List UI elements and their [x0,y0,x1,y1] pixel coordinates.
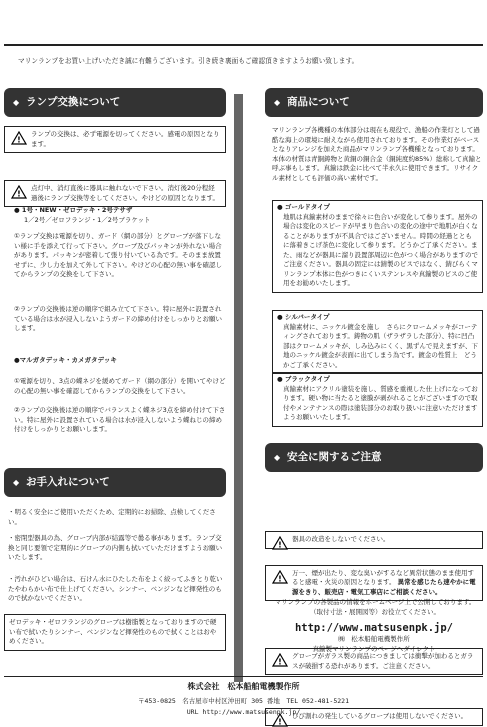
footer-address: 〒453-0825 名古屋市中村区沖田町 305 番地 TEL 052-481-5221 [138,697,349,705]
safety-title: 安全に関するご注意 [287,451,382,463]
footer-url[interactable]: URL http://www.matsusenpk.jp/ [186,708,301,716]
top-rule [4,44,483,46]
lamp-exchange-title: ランプ交換について [26,96,121,108]
product-intro: マリンランプ各機種の本体部分は現在も現役で、漁船の作業灯として過酷な海上の環境に耐えながら使用されております。その作業灯がベースとなりアレンジを加えた商品がマリンランプ各機種となっております。本体の材質は青銅鋳物と黄銅の銅合金（銅純度約85%）総称して真鍮と呼ぶ事もします。真鍮は鉄金に比べて半永久に使用できます。リサイクル素材としても評価の高い素材です。 [272,126,482,182]
warning-icon [11,131,27,145]
gold-type-box [272,200,483,293]
warning-icon [11,185,27,199]
warning-box-1 [4,126,226,153]
safety-text-1: 器具の改造をしないでください。 [292,535,390,543]
safety-header [265,443,483,472]
care-header [4,468,226,497]
svg-text:!: ! [17,135,21,145]
website-info: マリンランプの各製品の情報をホームページ上で公開しております。（取付寸法・展開図等）お役立てください。 [274,598,476,616]
series1-step-2: ②ランプの交換後は逆の順序で組み立てて下さい。特に屋外に設置されている場合は水が浸入しないようガードの締め付けをしっかりとお願いします。 [14,305,222,332]
intro-text: マリンランプをお買い上げいただき誠に有難うございます。引き続き裏面もご確認頂きますようお願い致します。 [18,57,359,65]
svg-text:!: ! [17,189,21,199]
series1-step-1: ①ランプ交換は電源を切り、ガード（網の部分）とグローブが落下しない様に手を添えて行って下さい。グローブ及びパッキンが外れない場合があります。パッキンが密着して張り付いている為です。そのまま放置せずに、少し力を加えて外して下さい。やけどの心配の無い事を確認してからランプの交換をして下さい。 [14,232,222,278]
black-type-box [272,372,483,427]
website-direct-text: 真鍮製マリンランプのページへダイレクト [312,645,436,653]
header-bullet-icon: ◆ [13,98,20,107]
safety-box-2 [265,565,483,602]
safety-text-2: 万一、煙が出たり、変な臭いがするなど異常状態のまま使用すると感電・火災の原因となります。 [292,568,474,586]
safety-text-3: グローブがガラス製の商品につきましては衝撃が加わるとガラスが破損する恐れがあります。ご注意ください。 [292,652,474,670]
series2-step-2: ②ランプの交換後は逆の順序でバランスよく蝶ネジ3点を締め付けて下さい。特に屋外に設置されている場合は水が浸入しないよう蝶ねじの締め付けをしっかりとお願いします。 [14,406,226,433]
silver-type-title: ● シルバータイプ [277,313,330,321]
product-header [265,88,483,117]
series2-step-1: ①電源を切り、3点の蝶ネジを緩めてガード（網の部分）を開いてやけどの心配の無い事を確認してからランプの交換をして下さい。 [14,377,226,395]
silver-type-box [272,310,483,374]
safety-box-1 [265,531,483,549]
warning-icon [272,536,288,550]
series1-subtitle: 1／2号／ゼロフランジ・1／2号ブラケット [24,216,151,224]
warning-text-2: 点灯中、消灯直後に器具に触れないで下さい。消灯後20分程経過後にランプ交換等をしてください。やけどの原因となります。 [31,184,219,202]
safety-text-4: ひび割れの発生しているグローブは使用しないでください。 [292,712,468,720]
safety-text-2-bold: 異常を感じたら速やかに電源をきり、販売店・電気工事店にご相談ください。 [292,578,476,596]
series1-title: ● 1号・NEW・ゼロデッキ・2号テサザ [14,206,133,214]
website-url-link[interactable]: http://www.matsusenpk.jp/ [294,622,454,634]
warning-icon [272,653,288,667]
warning-box-2 [4,180,226,207]
svg-text:!: ! [278,657,282,667]
svg-text:!: ! [278,717,282,727]
warning-text-1: ランプの交換は、必ず電源を切ってください。感電の原因となります。 [31,130,220,148]
care-item-3: ・汚れがひどい場合は、石けん水にひたした布をよく絞ってふきとり乾いたやわらかい布で仕上げてください。シンナー、ベンジンなど揮発性のもので拭かないでください。 [8,575,223,602]
warning-icon [272,570,288,584]
website-company: ㈱ 松本船舶電機製作所 [338,635,410,643]
lamp-exchange-header [4,88,226,117]
care-title: お手入れについて [26,476,110,488]
black-type-title: ● ブラックタイプ [277,375,330,383]
product-title: 商品について [287,96,350,108]
care-item-2: ・密閉型器具の為、グローブ内部が結露等で曇る事があります。ランプ交換と同じ要領で定期的にグローブの内側も拭いていただけますようお願いいたします。 [8,534,223,561]
care-notice-box: ゼロデッキ・ゼロフランジのグローブは樹脂製となっておりますので硬い布で拭いたりシンナー、ベンジンなど揮発性のもので拭くことはおやめください。 [4,614,226,651]
gold-type-title: ● ゴールドタイプ [277,203,330,211]
care-item-1: ・明るく安全にご使用いただくため、定期的にお掃除、点検してください。 [8,508,216,526]
silver-type-text: 真鍮素材に、ニッケル鍍金を施し さらにクロームメッキがコーティングされております。鋳物の肌（ザラザラした部分）、特に凹凸部はクロームメッキが、しみ込みにくく、黒ずんで見えますが、下地のニッケル鍍金が表面に出てしまう為です。鍍金の性質上 どうかご了承ください。 [283,322,478,369]
column-divider [234,94,243,682]
header-bullet-icon: ◆ [274,98,281,107]
gold-type-text: 地肌は真鍮素材のままで徐々に色合いが変化して参ります。屋外の場合は変化のスピードが早まり色合いの変化の途中で地肌が白くなることがありますが不具合ではございません。時間の経過とともに落着きこげ茶色に変化して参ります。どうかご了承ください。また、雨などが器具に溜り設置部周辺に色がつく場合がありますのでご注意ください。器具の固定には錆製のビスではなく、錆びらくマリンランプ本体に色がつきにくいステンレスや真鍮製のビスのご使用をお勧めいたします。 [283,212,478,287]
footer-company: 株式会社 松本船舶電機製作所 [187,682,300,691]
svg-text:!: ! [278,540,282,550]
footer-rule [4,676,483,677]
header-bullet-icon: ◆ [274,453,281,462]
svg-text:!: ! [278,574,282,583]
black-type-text: 真鍮素材にアクリル塗装を施し、質感を重視した仕上げになっております。硬い物に当たると塗膜が剥がれることがございますので取付やメンテナンスの際は塗装部分のお取り扱いに注意いただけますようお願いいたします。 [283,384,478,421]
series2-title: ●マルガタデッキ・カメガタデッキ [14,356,117,364]
header-bullet-icon: ◆ [13,478,20,487]
